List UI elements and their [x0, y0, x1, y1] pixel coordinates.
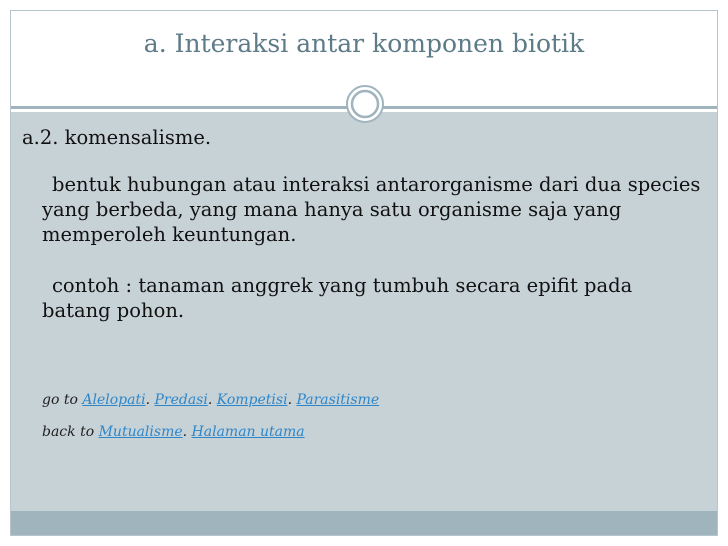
goto-nav — [42, 392, 379, 408]
link-mutualisme[interactable]: Mutualisme — [98, 424, 183, 440]
nav-separator: . — [207, 392, 213, 408]
link-kompetisi[interactable]: Kompetisi — [216, 392, 288, 408]
example-paragraph — [42, 273, 702, 323]
nav-separator: . — [145, 392, 151, 408]
circle-ornament-icon — [345, 84, 385, 124]
link-halaman-utama[interactable]: Halaman utama — [191, 424, 305, 440]
bottom-bar — [11, 511, 717, 535]
link-alelopati[interactable]: Alelopati — [82, 392, 146, 408]
slide-title: a. Interaksi antar komponen biotik — [143, 29, 585, 58]
nav-separator: . — [287, 392, 293, 408]
back-label: back to — [42, 424, 95, 440]
link-parasitisme[interactable]: Parasitisme — [296, 392, 380, 408]
definition-text: bentuk hubungan atau interaksi antarorganisme dari dua species yang berbeda, yang mana hanya satu organisme saja yang memperoleh keuntungan. — [42, 173, 701, 246]
goto-label: go to — [42, 392, 78, 408]
back-nav — [42, 424, 305, 440]
example-text: contoh : tanaman anggrek yang tumbuh secara epifit pada batang pohon. — [42, 274, 633, 322]
section-heading: a.2. komensalisme. — [22, 126, 212, 149]
definition-paragraph — [42, 172, 702, 247]
link-predasi[interactable]: Predasi — [154, 392, 208, 408]
nav-separator: . — [182, 424, 188, 440]
